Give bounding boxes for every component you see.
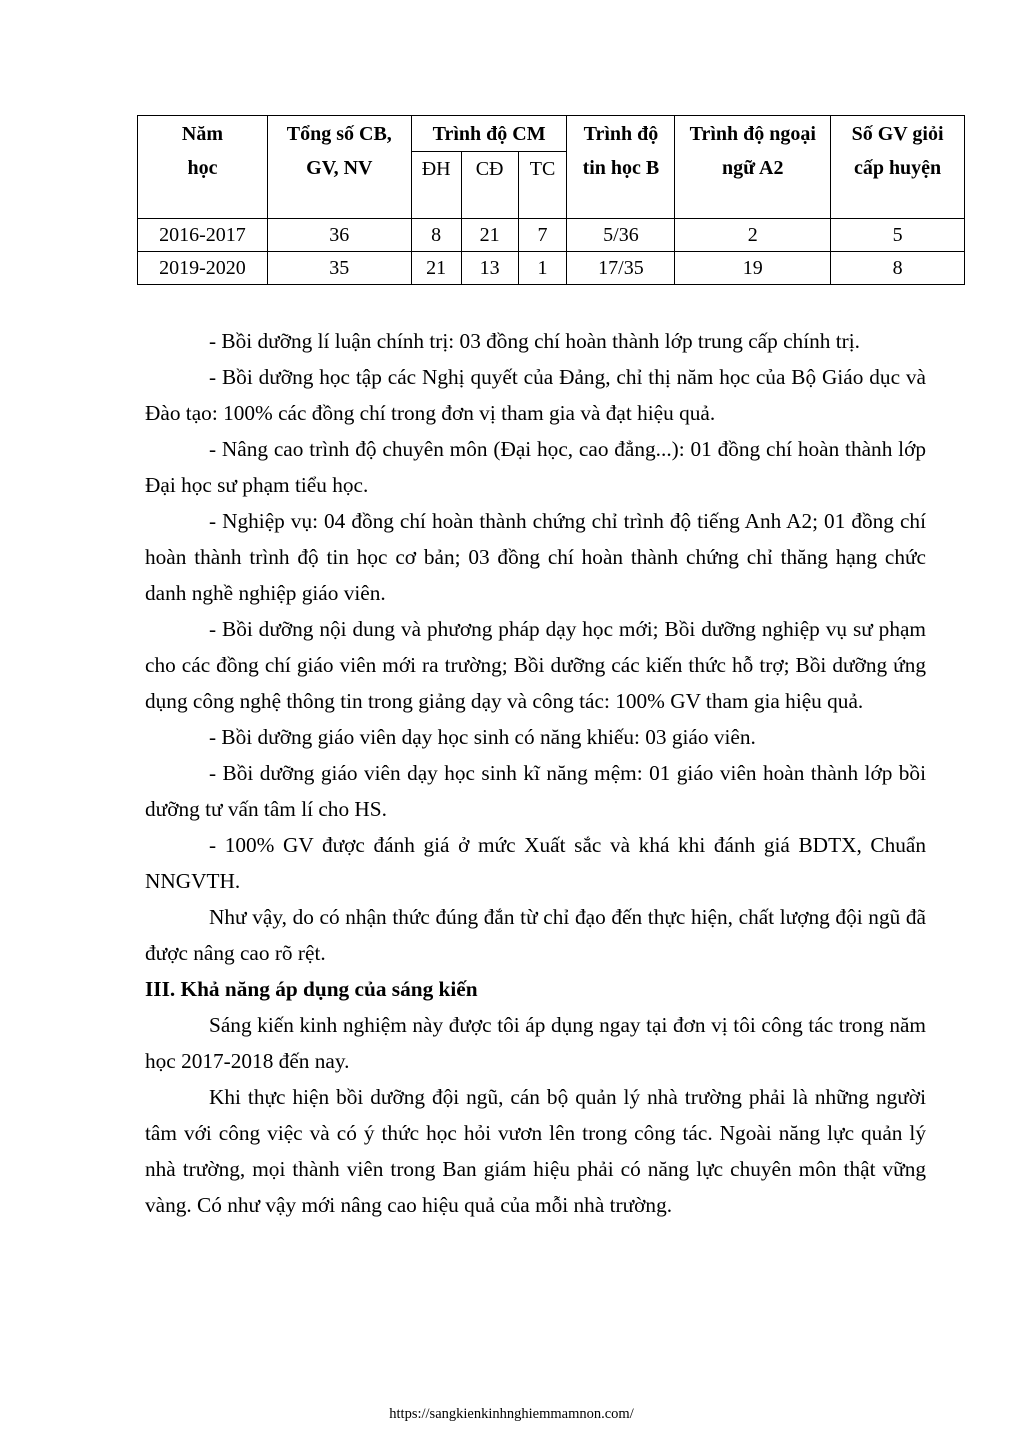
paragraph-danh-gia: - 100% GV được đánh giá ở mức Xuất sắc và khá khi đánh giá BDTX, Chuẩn NNGVTH. (145, 833, 926, 893)
paragraph-chuyen-mon: - Nâng cao trình độ chuyên môn (Đại học, cao đẳng...): 01 đồng chí hoàn thành lớp Đại học sư phạm tiểu học. (145, 437, 926, 497)
paragraph-can-bo: Khi thực hiện bồi dưỡng đội ngũ, cán bộ quản lý nhà trường phải là những người tâm với công việc và có ý thức học hỏi vươn lên trong công tác. Ngoài năng lực quản lý nhà trường, mọi thành viên trong Ban giám hiệu phải có năng lực chuyên môn thật vững vàng. Có như vậy mới nâng cao hiệu quả của mỗi nhà trường. (145, 1085, 926, 1217)
cell-lang: 19 (675, 252, 831, 285)
cell-dh: 21 (411, 252, 461, 285)
footer-url: https://sangkienkinhnghiemmamnon.com/ (389, 1406, 634, 1422)
paragraph-nghi-quyet: - Bồi dưỡng học tập các Nghị quyết của Đảng, chỉ thị năm học của Bộ Giáo dục và Đào tạo: 100% các đồng chí trong đơn vị tham gia và đạt hiệu quả. (145, 365, 926, 425)
header-gv-gioi: Số GV giỏi cấp huyện (831, 116, 965, 219)
cell-cd: 21 (461, 219, 518, 252)
cell-dh: 8 (411, 219, 461, 252)
table-row (138, 252, 965, 285)
cell-it: 5/36 (567, 219, 675, 252)
header-nam-hoc: Năm học (138, 116, 268, 219)
document-body (145, 323, 926, 1223)
cell-cd: 13 (461, 252, 518, 285)
paragraph-nghiep-vu: - Nghiệp vụ: 04 đồng chí hoàn thành chứng chỉ trình độ tiếng Anh A2; 01 đồng chí hoàn thành trình độ tin học cơ bản; 03 đồng chí hoàn thành chứng chỉ thăng hạng chức danh nghề nghiệp giáo viên. (145, 509, 926, 605)
cell-good: 8 (831, 252, 965, 285)
section-heading: III. Khả năng áp dụng của sáng kiến (145, 977, 478, 1001)
table-row (138, 219, 965, 252)
cell-tc: 1 (518, 252, 567, 285)
paragraph-nang-khieu: - Bồi dưỡng giáo viên dạy học sinh có năng khiếu: 03 giáo viên. (209, 725, 756, 749)
paragraph-ki-nang: - Bồi dưỡng giáo viên dạy học sinh kĩ năng mệm: 01 giáo viên hoàn thành lớp bồi dưỡng tư vấn tâm lí cho HS. (145, 761, 926, 821)
paragraph-ly-luan: - Bồi dưỡng lí luận chính trị: 03 đồng chí hoàn thành lớp trung cấp chính trị. (209, 329, 860, 353)
cell-good: 5 (831, 219, 965, 252)
cell-tc: 7 (518, 219, 567, 252)
cell-it: 17/35 (567, 252, 675, 285)
staff-statistics-table (137, 115, 965, 285)
paragraph-ap-dung: Sáng kiến kinh nghiệm này được tôi áp dụng ngay tại đơn vị tôi công tác trong năm học 2017-2018 đến nay. (145, 1013, 926, 1073)
header-trinh-do-cm: Trình độ CM (411, 116, 567, 152)
paragraph-noi-dung: - Bồi dưỡng nội dung và phương pháp dạy học mới; Bồi dưỡng nghiệp vụ sư phạm cho các đồng chí giáo viên mới ra trường; Bồi dưỡng các kiến thức hỗ trợ; Bồi dưỡng ứng dụng công nghệ thông tin trong giảng dạy và công tác: 100% GV tham gia hiệu quả. (145, 617, 926, 713)
header-ngoai-ngu: Trình độ ngoại ngữ A2 (675, 116, 831, 219)
header-tin-hoc: Trình độ tin học B (567, 116, 675, 219)
cell-total: 36 (267, 219, 411, 252)
header-tc: TC (518, 152, 567, 219)
paragraph-ket-luan: Như vậy, do có nhận thức đúng đắn từ chỉ đạo đến thực hiện, chất lượng đội ngũ đã được nâng cao rõ rệt. (145, 905, 926, 965)
cell-total: 35 (267, 252, 411, 285)
header-tong-so: Tổng số CB, GV, NV (267, 116, 411, 219)
cell-year: 2016-2017 (138, 219, 268, 252)
cell-year: 2019-2020 (138, 252, 268, 285)
cell-lang: 2 (675, 219, 831, 252)
header-dh: ĐH (411, 152, 461, 219)
header-cd: CĐ (461, 152, 518, 219)
